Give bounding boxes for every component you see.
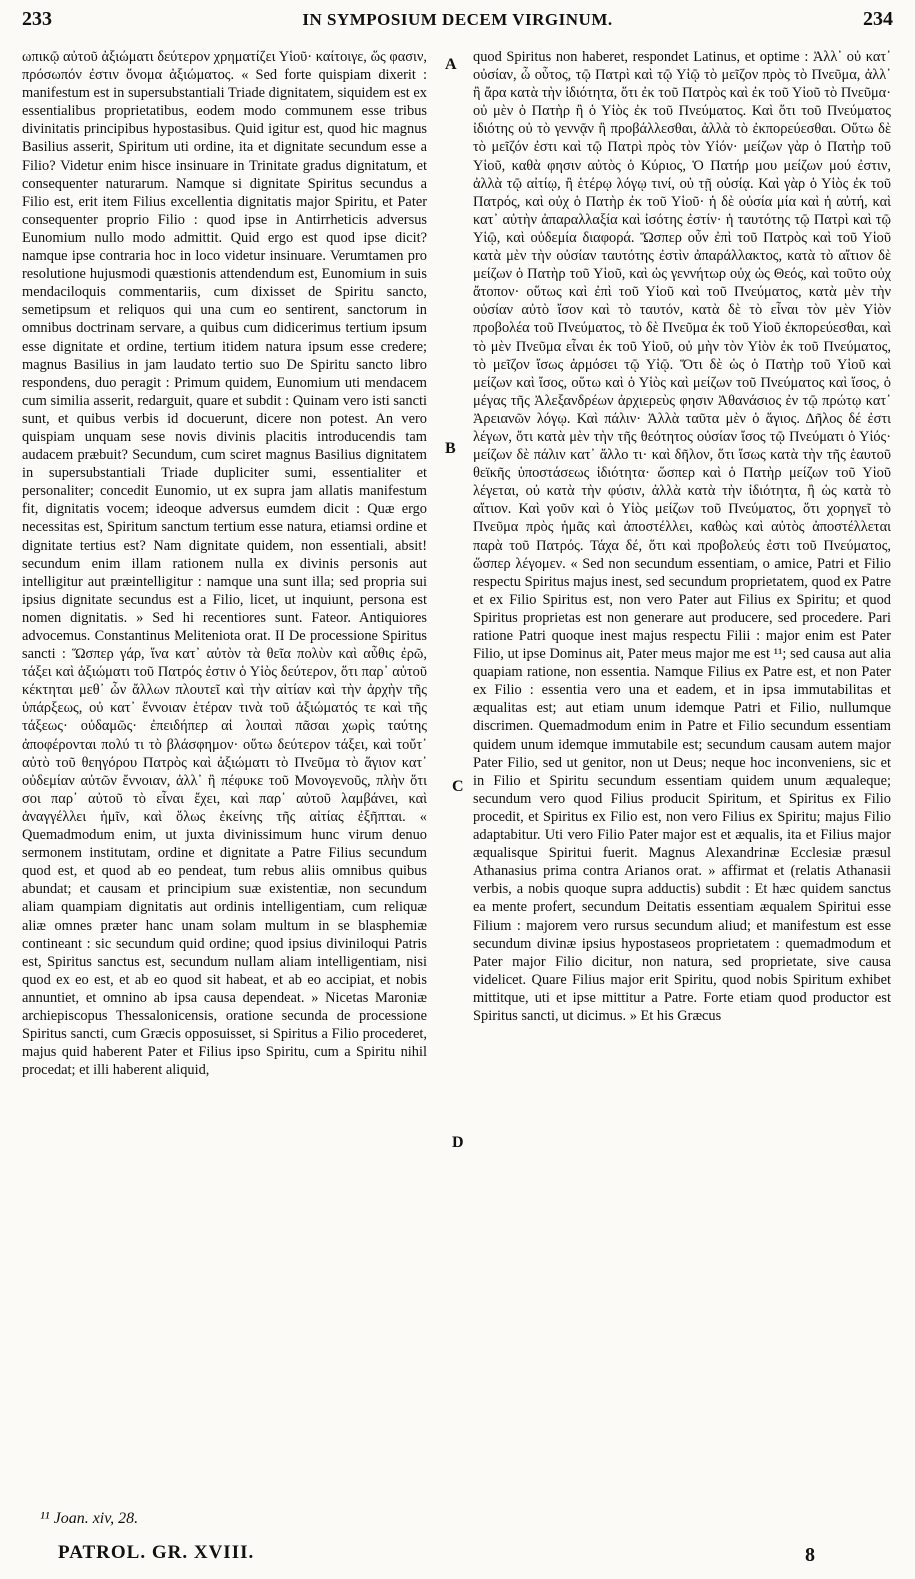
- sheet-number: 8: [805, 1544, 815, 1566]
- running-title: IN SYMPOSIUM DECEM VIRGINUM.: [302, 10, 613, 29]
- left-column-text: ωπικῷ αὐτοῦ ἀξιώματι δεύτερον χρηματίζει Υἱοῦ· καίτοιγε, ὥς φασιν, πρόσωπόν ἐστιν ὄνομα ἀξιώματος. « Sed forte quispiam dixerit : manifestum est in supersubstantiali Triade dignitatem, siquidem est ex essentialibus proprietatibus, eodem modo communem esse tribus divinitatis principibus hypostasibus. Quid igitur est, quod hic magnus Basilius asserit, Spiritum uti ordine, ita et dignitate secundum esse a Filio? Videtur enim hisce insinuare in Trinitate gradus dignitatum, et consequenter naturarum. Namque si dignitate Spiritus secundus a Filio est, erit item Filius excellentia dignitatis major Spiritu, et Pater consequenter proprio Filio : quod ipse in Antirrheticis adversus Eunomium nullo modo admittit. Quid ergo est quod ipse dicit? namque ipse contraria hoc in loco videtur insinuare. Verumtamen pro resolutione hujusmodi quæstionis attendendum est, Eunomium in suis mendaciloquis commentariis, cum dixisset de Spiritu sancto, semetipsum et reliquos qui una cum eo sentirent, sanctorum in omnibus doctrinam servare, a quibus cum didicerimus tertium ipsum esse dignitate et ordine, tertium itidem natura ipsum esse credere; magnus Basilius in jam laudato tertio suo De Spiritu sancto libro respondens, duo peragit : Primum quidem, Eunomium uti mendacem cum similia asserit, redarguit, quare et subdit : Quinam vero isti sancti sunt, et quibus verbis id docuerunt, dicere non potest. An vero quispiam unquam sese novis divinis placitis introducendis tam audacem præbuit? Secundum, cum sciret magnus Basilius dignitatem in supersubstantiali Triade dupliciter sumi, essentialiter et personaliter; concedit Eunomio, ut ex supra jam allatis manifestum fit, dignitatis vocem; ideoque adversus eumdem dicit : Quæ ergo necessitas est, Spiritum sanctum tertium esse natura, etiamsi ordine et dignitate tertius est? Nam dignitate quidem, non essentiali, absit! secundum enim illam rationem nulla ex divinis personis aut intelligitur aut præintelligitur : namque una sunt illa; sed propria sui ipsius dignitate secundus est a Filio, licet, ut inquiunt, persona est nomen dignitatis. » Sed hi recentiores sunt. Fateor. Antiquiores advocemus. Constantinus Meliteniota orat. II De processione Spiritus sancti : Ὥσπερ γάρ, ἵνα κατ᾽ αὐτὸν τὰ θεῖα πολὺν καὶ αὖθις ἐρῶ, τάξει καὶ ἀξιώματι τοῦ Πατρός ἐστιν ὁ Υἱὸς δεύτερον, ὅτι παρ᾽ αὐτοῦ κέκτηται μεθ᾽ ὧν ἄλλων πλουτεῖ καὶ τὴν αἰτίαν καὶ τὴν ἀρχὴν τῆς ὑπάρξεως, οὐ κατ᾽ ἔννοιαν ἑτέραν τινὰ τοῦ ἀξιώματός τε καὶ τῆς τάξεως· οὐδαμῶς· ἐπειδήπερ αἱ λοιπαὶ πᾶσαι χωρὶς ταύτης ἀποφέρονται πολύ τι τὸ βλάσφημον· οὕτω δεύτερον τάξει, καὶ τοὔτ᾽ αὐτὸ τοῦ θεηγόρου Πατρὸς καὶ ἀξιώματι τὸ Πνεῦμα τὸ ἅγιον κατ᾽ οὐδεμίαν αὐτῶν ἔννοιαν, ἀλλ᾽ ἢ πέφυκε τοῦ Μονογενοῦς, πλὴν ὅτι σοι παρ᾽ αὐτοῦ τὸ εἶναι ἔχει, καὶ παρ᾽ αὐτοῦ λαμβάνει, καὶ ἀναγγέλλει ἡμῖν, καὶ ὅλως ἐκείνης τῆς αἰτίας ἐξῆπται. « Quemadmodum enim, ut juxta divinissimum hunc virum denuo sermonem institutam, ordine et dignitate a Patre Filius secundum quod est, et quod ab eo pendeat, tum rebus aliis omnibus quibus abundat; et causam et principium suæ existentiæ, non secundum aliam quampiam dignitatis aut ordinis intelligentiam, cum reliquæ aliæ omnes præter hanc unam solam multum in se blasphemiæ contineant : sic secundum quid ordine; quod ipsius diviniloqui Patris est, Spiritus sanctus est, secundum nullam aliam intelligentiam, nisi quod ex eo est, et ab eo quod sit habeat, et ab eo accipiat, et nobis annuntiet, et omnino ab ipsa causa dependeat. » Nicetas Maroniæ archiepiscopus Thessalonicensis, oratione secunda de processione Spiritus sancti, cum Græcis opposuisset, si Spiritus a Filio procederet, majus quid haberent Pater et Filius ipso Spiritu, cum a Spiritu nihil procedat; et illi haberent aliquid,: [22, 49, 427, 1079]
- left-column: [22, 48, 427, 1488]
- page-number-right: 234: [863, 8, 893, 30]
- margin-marker-b: B: [445, 440, 456, 457]
- right-column: [473, 48, 891, 1514]
- margin-marker-a: A: [445, 56, 457, 73]
- footnote: ¹¹ Joan. xiv, 28.: [40, 1510, 139, 1527]
- signature-mark: PATROL. GR. XVIII.: [58, 1542, 255, 1563]
- page-number-left: 233: [22, 8, 52, 30]
- right-column-text: quod Spiritus non haberet, respondet Latinus, et optime : Ἀλλ᾽ οὐ κατ᾽ οὐσίαν, ὦ οὗτος, τῷ Πατρὶ καὶ τῷ Υἱῷ τὸ μεῖζον πρὸς τὸ Πνεῦμα, ἀλλ᾽ ἢ ἄρα κατὰ τὴν ἰδιότητα, ὅτι ἐκ τοῦ Πατρὸς καὶ ἐκ τοῦ Υἱοῦ τὸ Πνεῦμα· οὐ μὲν ὁ Πατὴρ ἢ ὁ Υἱὸς ἐκ τοῦ Πνεύματος. Καὶ ὅτι τοῦ Πνεύματος ἰδιότης οὐ τὸ γεννᾷν ἢ προβάλλεσθαι, ἀλλὰ τὸ ἐκπορεύεσθαι. Οὕτω δὲ τὸ μεῖζόν ἐστι καὶ τῷ Πατρὶ πρὸς τὸν Υἱόν· μείζων γὰρ ὁ Πατὴρ τοῦ Υἱοῦ, καθὰ φησιν αὐτὸς ὁ Κύριος, Ὁ Πατήρ μου μείζων μού ἐστιν, ἀλλὰ τῷ αἰτίῳ, ἢ ἑτέρῳ λόγῳ τινί, οὐ τῇ οὐσίᾳ. Καὶ γὰρ ὁ Υἱὸς ἐκ τοῦ Πατρός, καὶ οὐχ ὁ Πατὴρ ἐκ τοῦ Υἱοῦ· ἡ δὲ οὐσία μία καὶ ἡ αὐτή, καὶ κατ᾽ αὐτὴν ἀπαραλλαξία καὶ ἰσότης ἐστίν· ἡ ταυτότης τῷ Πατρὶ καὶ τῷ Υἱῷ, καὶ οὐδεμία διαφορά. Ὥσπερ οὖν ἐπὶ τοῦ Πατρὸς καὶ τοῦ Υἱοῦ κατὰ μὲν τὴν οὐσίαν ταυτότης ἐστὶν ἀπαράλλακτος, κατὰ τὸ αἴτιον δὲ μείζων ὁ Πατὴρ τοῦ Υἱοῦ, καὶ ὡς γεννήτωρ οὐχ ὡς Θεός, καὶ τοῦτο οὐχ ἄτοπον· οὕτως καὶ ἐπὶ τοῦ Υἱοῦ καὶ τοῦ Πνεύματος, κατὰ μὲν τὴν οὐσίαν αὐτὸ ἴσον καὶ τὸ ταυτόν, κατὰ δὲ τὸ εἶναι τὸν μὲν Υἱὸν προβολέα τοῦ Πνεύματος, τὸ δὲ Πνεῦμα ἐκ τοῦ Υἱοῦ ἐκπορεύεσθαι, καὶ τὸ μὲν Πνεῦμα εἶναι ἐκ τοῦ Υἱοῦ, οὐ μὴν τὸν Υἱὸν ἐκ τοῦ Πνεύματος, τὸ μεῖζον ἴσως ἁρμόσει τῷ Υἱῷ. Ὅτι δὲ ὡς ὁ Πατὴρ τοῦ Υἱοῦ καὶ μείζων καὶ ἴσος, οὕτω καὶ ὁ Υἱὸς καὶ μείζων τοῦ Πνεύματος καὶ ἴσος, ὁ μέγας τῆς Ἀλεξανδρέων ἀρχιερεὺς φησιν Ἀθανάσιος ἐν τῷ πρώτῳ κατ᾽ Ἀρειανῶν λόγῳ. Καὶ πάλιν· Ἀλλὰ ταῦτα μὲν ὁ ἅγιος. Δῆλος δέ ἐστι λέγων, ὅτι κατὰ μὲν τὴν τῆς θεότητος οὐσίαν ἴσος τῷ Πνεύματι ὁ Υἱός· μείζων δὲ πάλιν κατ᾽ ἄλλο τι· καὶ δῆλον, ὅτι ἴσως κατὰ τὴν τῆς ἑαυτοῦ θεϊκῆς ὑποστάσεως ἰδιότητα· ὥσπερ καὶ ὁ Πατὴρ μείζων τοῦ Υἱοῦ λέγεται, οὐ κατὰ τὴν φύσιν, ἀλλὰ κατὰ τὴν ἰδιότητα, ἢ ὡς κατὰ τὸ αἴτιον. Καὶ γοῦν καὶ ὁ Υἱὸς μείζων τοῦ Πνεύματος, ὅτι χορηγεῖ τὸ Πνεῦμα πρὸς ἡμᾶς καὶ ἀποστέλλει, καθὼς καὶ αὐτὸς ἀποστέλλεται παρὰ τοῦ Πατρός. Τάχα δέ, ὅτι καὶ προβολεύς ἐστι τοῦ Πνεύματος, ὥσπερ λέγομεν. « Sed non secundum essentiam, o amice, Patri et Filio respectu Spiritus majus inest, sed secundum proprietatem, quod ex Patre et ex Filio Spiritus est, non vero Pater aut Filius ex Spiritu; et quod Spiritus proprietas est non generare aut producere, sed procedere. Pari ratione Patri quoque inest majus respectu Filii : major enim est Pater Filio, ut ipse Dominus ait, Pater meus major me est ¹¹; sed causa aut alia quapiam ratione, non essentia. Namque Filius ex Patre est, et non Pater ex Filio : essentia vero una et eadem, et in ipsa immutabilitas et æqualitas est; aut etiam unum idemque Patri et Filio, nullumque discrimen. Quemadmodum enim in Patre et Filio secundum essentiam quidem unum idemque immutabile est; secundum causam autem major Pater Filio, sed ut genitor, non ut Deus; neque hoc inconveniens, sic et in Filio et Spiritu secundum essentiam quidem unum æqualeque; secundum vero quod Filius producit Spiritum, et Spiritus ex Filio procedit, et Spiritus ex Filio est, non vero Filius ex Spiritu; majus Filio adaptabitur. Uti vero Filio Pater major est et æqualis, ita et Filius major æqualisque Spiritui fuerit. Magnus Alexandrinæ Ecclesiæ præsul Athanasius prima contra Arianos orat. » affirmat et (relatis Athanasii verbis, a nobis quoque supra adductis) subdit : Et hæc quidem sanctus ea mente profert, secundum Deitatis essentiam æqualem Spiritui esse Filium : majorem vero rursus secundum aliud; et manifestum est esse secundum divinæ ipsius hypostaseos proprietatem : quemadmodum et Pater major Filio dicitur, non natura, sed proprietate, sive causa videlicet. Quare Filius major erit Spiritu, quod nobis Spiritum exhibet mittitque, uti et ipse mittitur a Patre. Forte etiam quod productor est Spiritus sancti, ut dicimus. » Et his Græcus: [473, 49, 891, 1024]
- margin-marker-c: C: [452, 778, 464, 795]
- margin-marker-d: D: [452, 1134, 464, 1151]
- page-header: [22, 8, 893, 40]
